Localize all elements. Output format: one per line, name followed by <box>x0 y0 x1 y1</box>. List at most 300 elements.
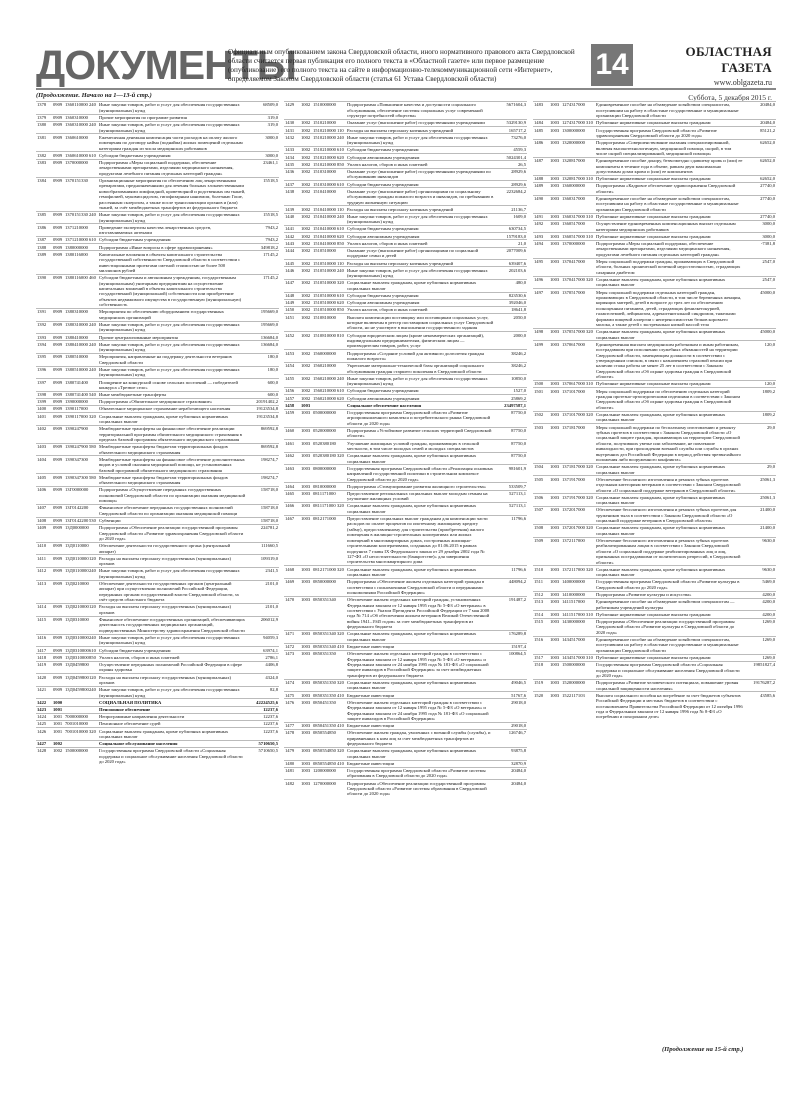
amount: 319,0 <box>267 114 278 120</box>
row-number: 1512 <box>534 591 544 597</box>
target-code <box>313 403 337 408</box>
amount: 19123534,8 <box>256 406 278 412</box>
target-code: 7001010000 <box>65 721 88 727</box>
section-code: 1001 <box>53 721 63 727</box>
amount: 19176287,2 <box>753 680 775 686</box>
target-code: 1411517000 <box>562 611 585 617</box>
item-description: Публичные нормативные социальные выплаты гражданам <box>596 381 711 387</box>
expense-type-code: 620 <box>337 300 344 306</box>
expense-type-code <box>337 169 347 180</box>
section-code: 1003 <box>301 768 311 774</box>
expense-type-code <box>586 196 596 212</box>
target-code: 13Д0310000 <box>65 635 89 641</box>
section-code: 1002 <box>301 395 311 401</box>
row-number: 1509 <box>534 537 544 543</box>
expense-type-code <box>586 241 596 257</box>
item-description: Подпрограмма «Обеспечение жильем отдельных категорий граждан в соответствии с полномочиями Свердловской области и переданными полномочиями Российской Федерации» <box>347 579 485 595</box>
amount: 176289,8 <box>508 631 526 637</box>
item-description: Обеспечение бесплатного изготовления и ремонта зубных протезов отдельным категориям ветеранов в соответствии с Законом Свердловской области «О социальной поддержке ветеранов в Свердловской области» <box>596 476 741 493</box>
expense-type-code: 240 <box>337 134 344 140</box>
table-row <box>284 691 527 698</box>
newspaper-name: ОБЛАСТНАЯ ГАЗЕТА <box>685 44 772 75</box>
row-number: 1469 <box>285 579 295 585</box>
section-code: 0909 <box>53 177 63 183</box>
table-row <box>284 362 527 375</box>
amount: 20484,0 <box>511 768 526 774</box>
table-row <box>284 205 527 212</box>
target-code: 13Г0000000 <box>65 487 89 493</box>
section-code: 1002 <box>53 741 63 747</box>
table-row <box>533 258 776 276</box>
table-row <box>533 618 776 636</box>
amount: 111660,5 <box>261 543 278 549</box>
table-row <box>284 452 527 465</box>
target-code: 1560210000 <box>313 395 336 401</box>
section-code: 1002 <box>301 134 311 140</box>
target-code: 1360610000 <box>65 152 88 158</box>
expense-type-code <box>337 466 347 482</box>
row-number: 1387 <box>37 237 47 243</box>
expense-type-code: 240 <box>89 687 96 693</box>
expense-type-code <box>586 579 596 590</box>
row-number: 1456 <box>285 388 295 394</box>
section-code: 1003 <box>550 127 560 133</box>
item-description: Обеспечение жильем отдельных категорий граждан, установленных Федеральным законом от 12 января 1995 года № 5-ФЗ «О ветеранах» в соответствии с Указом Президента Российской Федерации от 7 мая 2008 года № 714 «Об обеспечении жильем ветеранов Великой Отечественной войны 1941–1945 годов» за счет межбюджетных трансфертов из федерального бюджета <box>347 597 490 630</box>
row-number: 1483 <box>534 102 544 108</box>
target-code: 1370517000 <box>562 329 585 335</box>
table-row <box>533 175 776 182</box>
section-code: 0909 <box>53 456 63 462</box>
item-description: Бюджетные инвестиции <box>347 643 395 649</box>
row-number: 1433 <box>285 147 295 153</box>
expense-type-code: 320 <box>337 280 344 286</box>
item-description: Единовременная выплата медицинским работникам и иным работникам, пострадавшим при исполнении служебных обязанностей на территории Свердловской области, замещающим должности в соответствии с утвержденным списком, в связи с назначением страховой пенсии при наличии стажа работы не менее 25 лет в соответствии с Законом Свердловской области «Об охране здоровья граждан в Свердловской области» <box>596 341 739 380</box>
item-description: Подпрограмма «Устойчивое развитие сельских территорий Свердловской области» <box>347 427 492 439</box>
item-description: Социальные выплаты гражданам, кроме публичных нормативных социальных выплат <box>596 276 726 288</box>
row-number: 1485 <box>534 127 544 133</box>
row-number: 1463 <box>285 465 295 471</box>
row-number: 1392 <box>37 321 47 327</box>
table-row <box>284 266 527 279</box>
table-row <box>533 195 776 213</box>
row-number: 1489 <box>534 183 544 189</box>
item-description: Субсидии бюджетным учреждениям <box>347 147 419 153</box>
target-code: 1390347300 <box>65 474 88 480</box>
target-code: 1371817000 <box>562 424 585 430</box>
expense-type-code <box>337 248 347 259</box>
expense-type-code: 310 <box>586 611 593 617</box>
section-code: 1003 <box>301 516 311 522</box>
expense-type-code <box>89 700 99 705</box>
target-code: 1360317000 <box>562 195 585 201</box>
item-description: Обязательное медицинское страхование неработающего населения <box>99 406 231 412</box>
table-row <box>284 565 527 578</box>
row-number: 1517 <box>534 654 544 660</box>
section-code: 1003 <box>301 780 311 786</box>
table-row <box>36 443 279 456</box>
expense-type-code <box>586 477 596 493</box>
target-code: 13Д0459800 <box>65 661 89 667</box>
expense-type-code: 410 <box>337 760 344 766</box>
item-description: Уплата налогов, сборов и иных платежей <box>347 240 428 246</box>
target-code: 13Г0142200 <box>65 518 89 524</box>
target-code: 1510510000 <box>313 260 336 266</box>
section-code: 1002 <box>301 363 311 369</box>
expense-type-code: 410 <box>337 723 344 729</box>
table-row <box>36 698 279 705</box>
table-row <box>533 691 776 720</box>
target-code: 13Д0210000 <box>65 581 89 587</box>
issue-date: Суббота, 5 декабря 2015 г. <box>688 93 772 102</box>
target-code: 1520000000 <box>562 680 585 686</box>
section-code: 0909 <box>53 474 63 480</box>
table-row <box>533 524 776 537</box>
row-number: 1482 <box>285 780 295 786</box>
expense-type-code <box>337 189 347 205</box>
item-description: Государственная программа Свердловской области «Социальная поддержка и социальное обслуживание населения Свердловской области до 2020 года» <box>596 662 740 678</box>
target-code: 1380116000 <box>65 251 88 257</box>
section-code: 0909 <box>53 604 63 610</box>
target-code: 1372117000 <box>562 537 585 543</box>
table-row <box>533 387 776 410</box>
target-code: 1370417000 <box>562 258 585 264</box>
item-description: Расходы на выплаты персоналу государственных (муниципальных) органов <box>99 555 232 567</box>
item-description: Пенсионное обеспечение судей <box>99 721 161 727</box>
section-code: 1002 <box>301 213 311 219</box>
table-row <box>36 567 279 580</box>
expense-type-code <box>89 380 99 391</box>
table-row <box>36 101 279 114</box>
table-row <box>36 177 279 211</box>
expense-type-code <box>89 245 99 250</box>
table-row <box>36 159 279 177</box>
target-code: 1510410000 <box>313 226 336 232</box>
target-code: 1370517000 <box>562 289 585 295</box>
item-description: Иные закупки товаров, работ и услуг для обеспечения государственных (муниципальных) нужд <box>99 635 240 646</box>
row-number: 1450 <box>285 307 295 313</box>
amount: 45000,0 <box>760 289 775 295</box>
row-number: 1502 <box>534 411 544 417</box>
row-number: 1409 <box>37 525 47 531</box>
expense-type-code: 320 <box>337 453 344 459</box>
item-description: Обеспечение жильем граждан, уволенных с военной службы (службы), и приравненных к ним лиц за счет межбюджетных трансфертов из федерального бюджета <box>347 730 491 747</box>
row-number: 1497 <box>534 289 544 295</box>
row-number: 1393 <box>37 334 47 340</box>
table-row <box>36 243 279 250</box>
row-number: 1472 <box>285 643 295 649</box>
amount: 27740,0 <box>760 213 775 219</box>
section-code: 0909 <box>53 617 63 623</box>
section-code: 1002 <box>301 127 311 133</box>
target-code: 1510510000 <box>313 267 336 273</box>
row-number: 1411 <box>37 555 47 561</box>
target-code: 1510210000 <box>313 134 336 140</box>
amount: 224781,2 <box>260 525 278 531</box>
target-code: 13Д0110000 <box>65 543 89 549</box>
amount: 51767,6 <box>511 692 526 698</box>
row-number: 1416 <box>37 635 47 641</box>
amount: 94059,3 <box>263 635 278 641</box>
target-code: 13Д0459800 <box>65 674 89 680</box>
amount: 823530,6 <box>508 293 526 299</box>
item-description: Публичные нормативные социальные выплаты гражданам <box>596 654 711 660</box>
row-number: 1515 <box>534 618 544 624</box>
table-row <box>36 211 279 224</box>
item-description: Субвенции <box>99 518 121 524</box>
row-number: 1398 <box>37 392 47 398</box>
item-description: Подпрограмма «Осуществление переданных государственных полномочий Свердловской области по организации оказания медицинской помощи» <box>99 487 246 504</box>
item-description: Субсидии бюджетным учреждениям <box>99 237 171 243</box>
section-code: 1003 <box>301 692 311 698</box>
item-description: Выплата компенсации поставщику или поставщикам социальных услуг, которые включены в реестр поставщиков социальных услуг Свердловской области, но не участвуют в выполнении государственного задания <box>347 314 494 331</box>
amount: 5469,0 <box>762 579 775 585</box>
amount: 38246,2 <box>511 350 526 356</box>
item-description: Обеспечение деятельности государственного органа (центральный аппарат) <box>99 543 231 554</box>
section-code: 1003 <box>550 654 560 660</box>
item-description: Оказание услуг (выполнение работ) государственными учреждениями по обслуживанию инвалидов <box>347 168 491 180</box>
row-number: 1380 <box>37 122 47 128</box>
table-row <box>284 722 527 729</box>
row-number: 1445 <box>285 260 295 266</box>
target-code: 13Д0000000 <box>65 525 89 531</box>
target-code: 1510510000 <box>313 307 336 313</box>
target-code: 0850351350 <box>313 692 336 698</box>
amount: 11796,6 <box>511 516 526 522</box>
table-row <box>36 517 279 524</box>
item-description: Субсидии автономным учреждениям <box>347 300 420 306</box>
table-row <box>36 114 279 121</box>
section-code: 1003 <box>301 748 311 754</box>
table-row <box>36 223 279 236</box>
amount: 630734,5 <box>508 226 526 232</box>
item-description: Прочие централизованные мероприятия <box>99 334 178 340</box>
item-description: Мероприятия по обеспечению оборудованием государственных медицинских организаций <box>99 309 224 320</box>
row-number: 1507 <box>534 507 544 513</box>
table-row <box>36 720 279 727</box>
table-row <box>533 423 776 463</box>
table-row <box>284 643 527 650</box>
amount: 12237,6 <box>263 714 278 720</box>
item-description: Социальные выплаты гражданам, кроме публичных нормативных социальных выплат <box>596 329 726 340</box>
expense-type-code: 610 <box>337 226 344 232</box>
expense-type-code <box>89 252 99 274</box>
amount: 120,0 <box>764 341 775 347</box>
expense-type-code <box>89 662 99 673</box>
item-description: Социальные выплаты гражданам, кроме публичных нормативных социальных выплат <box>596 566 726 578</box>
amount: 191487,2 <box>508 597 526 603</box>
target-code: 1510210000 <box>313 147 336 153</box>
row-number: 1453 <box>285 350 295 356</box>
row-number: 1391 <box>37 309 47 315</box>
target-code: 13Д0110000 <box>65 568 89 574</box>
section-code: 1003 <box>550 618 560 624</box>
intro-text: Официальным опубликованием закона Свердловской области, иного нормативного правового акта Свердловской области считается первая публикация его полного текста в «Областной газете» или первое размещение (опубликование) его полного текста на сайте в информационно-телекоммуникационной сети «Интернет», определяемом Законом Свердловской области (статья 61 Устава Свердловской области) <box>228 48 575 83</box>
expense-type-code <box>89 354 99 365</box>
section-code: 0909 <box>53 687 63 693</box>
table-row <box>36 603 279 616</box>
expense-type-code: 310 <box>586 120 593 126</box>
amount: 49046,5 <box>511 679 526 685</box>
table-row <box>533 126 776 139</box>
section-code: 1003 <box>301 453 311 459</box>
target-code: 1360317000 <box>562 213 585 219</box>
target-code: 1380310000 <box>65 321 88 327</box>
amount: 349818,2 <box>260 244 278 250</box>
amount: 126746,7 <box>508 730 526 736</box>
target-code: 1500000000 <box>65 748 88 754</box>
target-code: 1360517000 <box>562 221 585 227</box>
target-code: 1380410000 <box>65 334 88 340</box>
item-description: Подпрограмма «Меры социальной поддержки, обеспечение лекарственными препаратами, изделиями медицинского назначения, продуктами лечебного питания отдельных категорий граждан» <box>596 240 731 257</box>
item-description: Иные закупки товаров, работ и услуг для обеспечения государственных (муниципальных) нужд <box>347 375 488 387</box>
item-description: Организационные мероприятия по обеспечению лиц лекарственными препаратами, предназначенными для лечения больных злокачественными новообразованиями лимфоидной, кроветворной и родственных им тканей, гемофилией, муковисцидозом, гипофизарным нанизмом, болезнью Гоше, рассеянным склерозом, а также после трансплантации органов и (или) тканей, за счёт межбюджетных трансфертов из федерального бюджета <box>99 177 246 210</box>
newspaper-website-link[interactable]: www.oblgazeta.ru <box>713 78 772 87</box>
section-code: 1003 <box>550 411 560 417</box>
expense-type-code <box>586 693 596 720</box>
target-code: 1434517000 <box>562 636 585 642</box>
row-number: 1429 <box>285 102 295 108</box>
row-number: 1421 <box>37 687 47 693</box>
item-description: Подпрограмма «Обеспечение реализации государственной программы Свердловской области «Развитие системы образования в Свердловской области до 2020 года» <box>347 780 487 797</box>
section-code: 0909 <box>53 102 63 108</box>
section-code: 1003 <box>550 464 560 470</box>
table-row <box>284 126 527 133</box>
expense-type-code <box>337 730 347 746</box>
section-code: 0909 <box>53 505 63 511</box>
section-code: 1003 <box>550 221 560 227</box>
target-code: 0850351340 <box>313 631 336 637</box>
table-row <box>36 398 279 405</box>
item-description: Улучшение жилищных условий граждан, проживающих в сельской местности, в том числе молодых семей и молодых специалистов <box>347 440 480 451</box>
row-number: 1490 <box>534 195 544 201</box>
table-row <box>36 473 279 486</box>
section-code: 0909 <box>53 399 63 405</box>
row-number: 1403 <box>37 444 47 450</box>
expense-type-code: 850 <box>337 161 344 167</box>
amount: 7943,2 <box>265 237 278 243</box>
section-code: 0909 <box>53 392 63 398</box>
section-code: 0909 <box>53 555 63 561</box>
row-number: 1460 <box>285 427 295 433</box>
item-description: Укрепление материально-технической базы организаций социального обслуживания граждан старшего поколения в Свердловской области <box>347 363 485 374</box>
section-code: 1002 <box>301 293 311 299</box>
target-code: 1300000000 <box>562 127 585 133</box>
expense-type-code <box>337 597 347 629</box>
row-number: 1382 <box>37 152 47 158</box>
amount: 3000,0 <box>762 221 775 227</box>
target-code: 0520000000 <box>313 427 336 433</box>
item-description: Социальные выплаты гражданам, кроме публичных нормативных социальных выплат <box>347 453 477 464</box>
expense-type-code: 240 <box>89 366 96 372</box>
table-row <box>284 427 527 440</box>
amount: 82,8 <box>269 687 278 693</box>
amount: 4200,0 <box>762 611 775 617</box>
target-code: 1380310000 <box>65 309 88 315</box>
row-number: 1520 <box>534 692 544 698</box>
row-number: 1500 <box>534 381 544 387</box>
expense-type-code: 320 <box>89 413 96 419</box>
target-code: 1380510000 <box>65 354 88 360</box>
table-row <box>36 321 279 334</box>
item-description: Социальные выплаты гражданам, кроме публичных нормативных социальных выплат <box>347 748 477 759</box>
amount: 4200,0 <box>762 599 775 605</box>
expense-type-code: 240 <box>337 213 344 219</box>
item-description: Уплата налогов, сборов и иных платежей <box>347 161 428 167</box>
table-row <box>533 475 776 493</box>
item-description: Иные закупки товаров, работ и услуг для обеспечения государственных (муниципальных) нужд <box>347 213 488 225</box>
amount: 10850,0 <box>511 375 526 381</box>
section-code: 0909 <box>53 518 63 524</box>
row-number: 1410 <box>37 543 47 549</box>
item-description: Единовременное пособие на обзаведение хозяйством специалистам, поступившим на работу в областные государственные и муниципальные организации Свердловской области <box>596 636 739 653</box>
row-number: 1506 <box>534 494 544 500</box>
amount: 43585,6 <box>760 692 775 698</box>
amount: 1579183,0 <box>506 233 526 239</box>
table-row <box>36 250 279 273</box>
expense-type-code: 580 <box>89 474 96 480</box>
table-row <box>284 760 527 767</box>
expense-type-code <box>337 768 347 779</box>
target-code: 1560210000 <box>313 375 336 381</box>
target-code: 1371917000 <box>562 494 585 500</box>
target-code: 1510210000 <box>313 120 336 126</box>
expense-type-code: 320 <box>337 631 344 637</box>
table-row <box>36 366 279 379</box>
target-code: 1510510000 <box>313 293 336 299</box>
row-number: 1474 <box>285 679 295 685</box>
amount: 180,0 <box>267 354 278 360</box>
section-code: 0909 <box>53 647 63 653</box>
amount: 120,0 <box>764 381 775 387</box>
amount: 9630,0 <box>762 566 775 572</box>
row-number: 1449 <box>285 300 295 306</box>
expense-type-code <box>337 651 347 678</box>
section-code: 1003 <box>301 730 311 736</box>
expense-type-code: 850 <box>337 307 344 313</box>
section-code: 0909 <box>53 581 63 587</box>
table-row <box>533 288 776 328</box>
table-row <box>284 247 527 260</box>
amount: 11796,6 <box>511 566 526 572</box>
expense-type-code <box>89 135 99 151</box>
amount: 1269,0 <box>762 654 775 660</box>
section-code: 1003 <box>550 381 560 387</box>
item-description: Подпрограмма «Обязательное медицинское страхование» <box>99 399 213 405</box>
expense-type-code: 320 <box>89 728 96 734</box>
amount: 1809,2 <box>762 388 775 394</box>
amount: 2101,0 <box>265 581 278 587</box>
table-row <box>36 673 279 686</box>
target-code: 1410000000 <box>562 591 585 597</box>
item-description: Капитальные вложения в объекты капитального строительства государственной собственности Свердловской области в соответствии с инвестиционными проектами сметной стоимостью не более 500 миллионов рублей <box>99 251 241 273</box>
table-row <box>284 729 527 747</box>
table-row <box>36 151 279 158</box>
amount: 180,0 <box>267 366 278 372</box>
row-number: 1492 <box>534 221 544 227</box>
amount: 27740,0 <box>760 183 775 189</box>
section-code: 1003 <box>550 341 560 347</box>
item-description: Финансовое обеспечение переданных государственных полномочий Свердловской области по организации оказания медицинской помощи <box>99 505 238 516</box>
item-description: Иные закупки товаров, работ и услуг для обеспечения государственных (муниципальных) нужд <box>99 122 240 133</box>
item-description: Иные закупки товаров, работ и услуг для обеспечения государственных (муниципальных) нужд <box>99 568 240 579</box>
row-number: 1434 <box>285 154 295 160</box>
amount: 195669,0 <box>260 321 278 327</box>
amount: 26,5 <box>517 161 526 167</box>
amount: 45000,0 <box>760 329 775 335</box>
section-code: 0909 <box>53 237 63 243</box>
expense-type-code: 320 <box>586 276 593 282</box>
expense-type-code: 120 <box>89 555 96 561</box>
